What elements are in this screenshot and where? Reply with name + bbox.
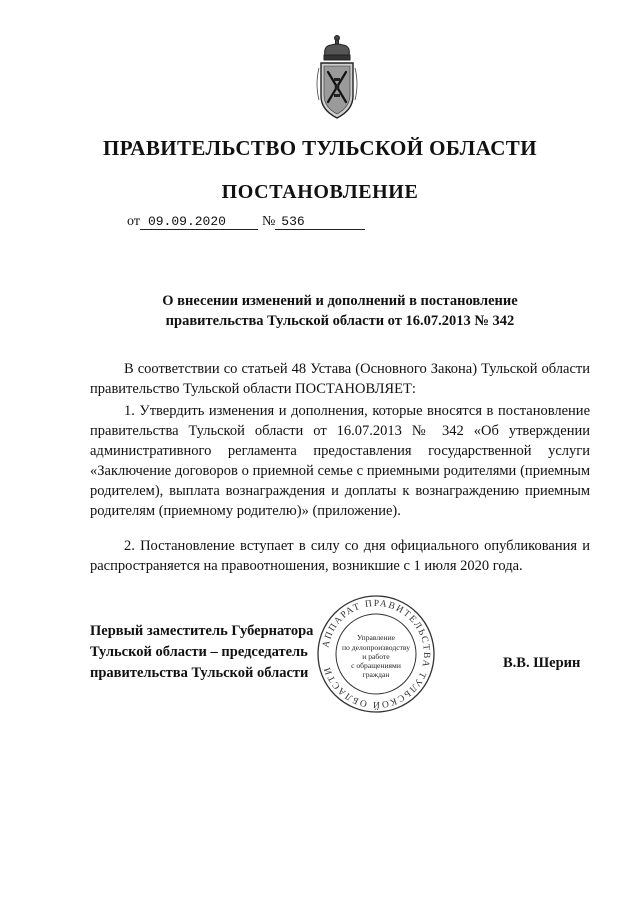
official-stamp <box>314 592 438 716</box>
stamp-ring-text: АППАРАТ ПРАВИТЕЛЬСТВА ТУЛЬСКОЙ ОБЛАСТИ <box>321 598 432 710</box>
date-prefix: от <box>127 214 140 229</box>
subject-line-1: О внесении изменений и дополнений в постановление <box>162 293 518 309</box>
government-title: ПРАВИТЕЛЬСТВО ТУЛЬСКОЙ ОБЛАСТИ <box>103 136 537 160</box>
body-paragraph-item-1: 1. Утвердить изменения и дополнения, которые вносятся в постановление правительства Тульской области от 16.07.2013 № 342 «Об утверждении административного регламента предоставления государственной услуги «Заключение договоров о приемной семье с приемными родителями (приемным родителем), выплата вознаграждения и доплаты к вознаграждению приемным родителям (приемному родителю)» (приложение). <box>90 403 590 519</box>
tula-coat-of-arms-emblem <box>313 34 361 126</box>
number-prefix: № <box>261 214 276 229</box>
signer-position-line-1: Первый заместитель Губернатора <box>90 623 314 639</box>
document-subject <box>80 291 600 331</box>
document-number: 536 <box>275 214 365 230</box>
stamp-center-line-4: с обращениями <box>351 661 401 670</box>
stamp-center-line-1: Управление <box>356 633 396 642</box>
body-paragraph-preamble: В соответствии со статьей 48 Устава (Основного Закона) Тульской области правительство Тульской области ПОСТАНОВЛЯЕТ: <box>90 361 590 397</box>
stamp-center-line-2: по делопроизводству <box>341 643 411 652</box>
subject-line-2: правительства Тульской области от 16.07.2013 № 342 <box>165 313 515 329</box>
signer-name: В.В. Шерин <box>503 655 581 671</box>
stamp-center-line-5: граждан <box>362 670 390 679</box>
document-date: 09.09.2020 <box>140 214 258 230</box>
signer-position-line-3: правительства Тульской области <box>90 665 309 681</box>
document-type-heading: ПОСТАНОВЛЕНИЕ <box>221 181 419 203</box>
date-number-line <box>127 214 365 230</box>
signer-position-line-2: Тульской области – председатель <box>90 644 308 660</box>
signer-position <box>90 621 313 684</box>
body-paragraph-item-2: 2. Постановление вступает в силу со дня официального опубликования и распространяется на правоотношения, возникшие с 1 июля 2020 года. <box>90 538 590 574</box>
stamp-center-line-3: и работе <box>362 652 390 661</box>
